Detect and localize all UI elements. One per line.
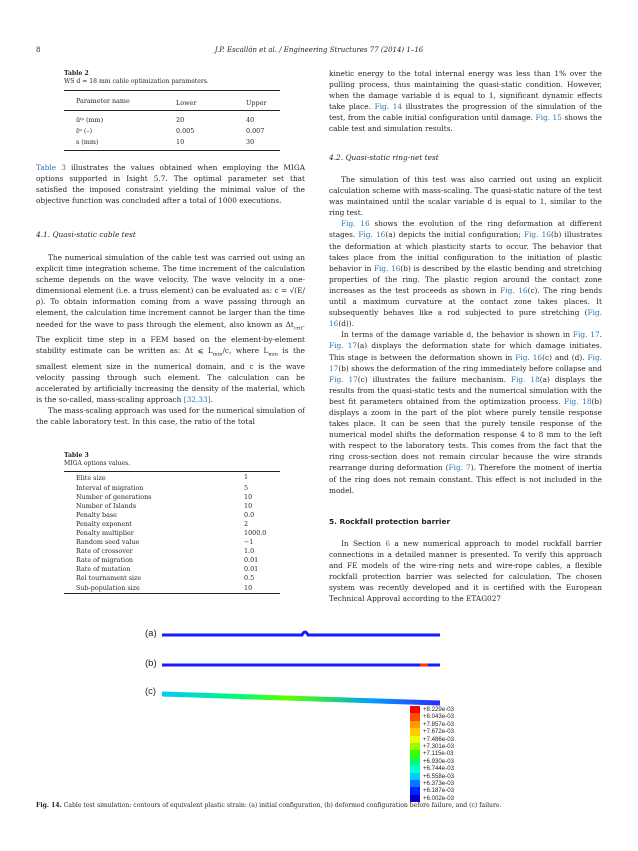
table-title: Table 2 xyxy=(64,70,89,77)
ref-link[interactable]: Table 3 xyxy=(36,163,66,172)
left-column-cont xyxy=(36,252,305,427)
table-row: Penalty base 0.0 xyxy=(76,510,255,519)
legend-swatch xyxy=(410,743,420,750)
cable-contour-plot xyxy=(140,620,610,800)
legend-entry xyxy=(410,706,454,713)
table-title: Table 3 xyxy=(64,452,89,459)
figure-link[interactable]: Fig. 17 xyxy=(329,374,358,384)
legend-value: +7.115e-03 xyxy=(423,750,454,758)
table-2 xyxy=(64,70,280,151)
legend-value: +7.672e-03 xyxy=(423,728,455,736)
table-row: Elite size 1 xyxy=(76,473,249,483)
legend-swatch xyxy=(410,728,420,735)
cable-c xyxy=(162,694,440,703)
table-row: ε̄ᵖ (–) 0.005 0.007 xyxy=(76,127,265,136)
paragraph: Fig. 16 shows the evolution of the ring deformation at different stages. Fig. 16(a) depicts the initial configuration; Fig. 16(b) illustrates the deformation at which plasticity starts to occur. The behavior that takes place from the initial configuration to the initiation of plastic behavior in Fig. 16(b) is described by the elastic bending and stretching properties of the ring. The plastic region around the contact zone increases as the test proceeds as shown in Fig. 16(c). The ring bends until a maximum curvature at the contact zone takes places. It subsequently behaves like a rod subjected to pure stretching (Fig. 16(d)). xyxy=(329,219,602,329)
figure-14 xyxy=(140,620,610,800)
figure-link[interactable]: Fig. 17 xyxy=(572,330,600,340)
column-header: Upper xyxy=(246,99,267,108)
figure-link[interactable]: Fig. 16 xyxy=(523,230,551,240)
figure-link[interactable]: Fig. 16 xyxy=(329,308,602,329)
figure-link[interactable]: Fig. 16 xyxy=(358,230,386,240)
legend-entry xyxy=(410,787,454,794)
table-row: Penalty multiplier 1000.0 xyxy=(76,528,267,537)
table-row: s (mm) 10 30 xyxy=(64,137,280,151)
section-heading: 4.1. Quasi-static cable test xyxy=(36,230,136,239)
paragraph: Table 3 illustrates the values obtained when employing the MIGA options supported in Isight 5.7. The optimal parameter set that satisfied the imposed constraint yielding the minimal value of the objective function was concluded after a total of 1000 executions. xyxy=(36,163,305,206)
table-2-grid xyxy=(64,90,280,151)
table-row: Interval of migration 5 xyxy=(76,483,249,492)
panel-label: (a) xyxy=(145,628,157,639)
legend-entry xyxy=(410,743,454,750)
table-3 xyxy=(64,452,280,594)
figure-link[interactable]: Fig. 15 xyxy=(535,113,562,123)
table-row: ūⁱᵖ (mm) 20 40 xyxy=(76,116,255,125)
legend-entry xyxy=(410,713,454,720)
page-number: 8 xyxy=(36,46,41,54)
section-link[interactable]: 6 xyxy=(385,539,391,548)
figure-link[interactable]: Fig. 16 xyxy=(500,285,528,295)
figure-link[interactable]: Fig. 18 xyxy=(510,374,540,384)
cable-a xyxy=(162,632,440,635)
figure-link[interactable]: Fig. 16 xyxy=(515,352,543,362)
column-header: Parameter name xyxy=(76,97,130,106)
paragraph: The numerical simulation of the cable test was carried out using an explicit time integration scheme. The time increment of the calculation scheme depends on the wave velocity. The wave velocity in a one-dimensional element (i.e. a truss element) can be evaluated as: c = √(E/ρ). To obtain information coming from a wave passing through an element, the calculation time increment cannot be larger than the time needed for the wave to pass through the element, also known as $\Delta t_{crit}$. The explicit time step in a FEM based on the element-by-element stability estimate can be written as: Δt ⩽ $L_{min}/c$, where $L_{min}$ is the smallest element size in the numerical domain, and c is the wave velocity passing through such element. The calculation can be accelerated by artificially increasing the density of the material, which is the so-called, mass-scaling approach [32,33]. xyxy=(36,253,305,405)
table-caption: MIGA options values. xyxy=(64,460,131,468)
right-column xyxy=(329,68,602,135)
legend-swatch xyxy=(410,765,420,772)
right-column-sec5 xyxy=(329,538,602,605)
table-row: Sub-population size 10 xyxy=(76,583,253,592)
legend-value: +6.187e-03 xyxy=(423,787,455,795)
legend-swatch xyxy=(410,736,420,743)
table-row: Penalty exponent 2 xyxy=(76,519,249,528)
paragraph: The mass-scaling approach was used for the numerical simulation of the cable laboratory test. In this case, the ratio of the total xyxy=(36,406,305,427)
column-header: Lower xyxy=(176,99,197,108)
legend-value: +6.002e-03 xyxy=(423,794,455,802)
legend-entry xyxy=(410,758,454,765)
legend-entry xyxy=(410,765,454,772)
legend-value: +6.558e-03 xyxy=(423,772,455,780)
panel-label: (c) xyxy=(145,686,157,697)
legend-entry xyxy=(410,736,454,743)
legend-value: +6.930e-03 xyxy=(423,757,455,765)
color-legend xyxy=(410,706,454,802)
table-row: Rate of crossover 1.0 xyxy=(76,547,255,556)
running-title: J.P. Escallón et al. / Engineering Structures 77 (2014) 1–16 xyxy=(214,46,424,54)
legend-value: +6.744e-03 xyxy=(423,765,455,773)
figure-link[interactable]: Fig. 18 xyxy=(564,396,592,406)
legend-entry xyxy=(410,721,454,728)
table-row: Rate of mutation 0.01 xyxy=(76,565,259,574)
legend-swatch xyxy=(410,787,420,794)
section-heading: 4.2. Quasi-static ring-net test xyxy=(329,153,439,162)
legend-value: +7.857e-03 xyxy=(423,720,455,728)
legend-swatch xyxy=(410,758,420,765)
table-3-grid xyxy=(64,471,280,593)
figure-link[interactable]: Fig. 16 xyxy=(373,263,401,273)
table-row: Random seed value −1 xyxy=(76,538,254,547)
paragraph: The simulation of this test was also carried out using an explicit calculation scheme with mass-scaling. The quasi-static nature of the test was maintained until the scalar variable d is equal to 1, similar to the ring test. xyxy=(329,175,602,218)
legend-swatch xyxy=(410,706,420,713)
panel-label: (b) xyxy=(145,658,157,669)
legend-entry xyxy=(410,780,454,787)
section-heading: 5. Rockfall protection barrier xyxy=(329,517,451,526)
left-column xyxy=(36,162,305,206)
paragraph: kinetic energy to the total internal energy was less than 1% over the pulling process, thus maintaining the quasi-static condition. However, when the damage variable d is equal to 1, significant dynamic effects take place. Fig. 14 illustrates the progression of the simulation of the test, from the cable initial configuration until damage. Fig. 15 shows the cable test and simulation results. xyxy=(329,69,603,134)
figure-link[interactable]: Fig. 7 xyxy=(448,463,471,473)
legend-value: +8.229e-03 xyxy=(423,706,455,713)
legend-swatch xyxy=(410,780,420,787)
legend-value: +7.486e-03 xyxy=(423,735,455,743)
legend-swatch xyxy=(410,750,420,757)
figure-link[interactable]: Fig. 17 xyxy=(329,352,602,373)
figure-link[interactable]: Fig. 14 xyxy=(374,102,403,112)
figure-link[interactable]: Fig. 17 xyxy=(329,341,358,351)
citation-link[interactable]: [32,33] xyxy=(183,395,211,405)
table-caption: WS d = 18 mm cable optimization parameters. xyxy=(64,78,209,86)
paragraph: In terms of the damage variable d, the behavior is shown in Fig. 17. Fig. 17(a) displays the deformation state for which damage initiates. This stage is between the deformation shown in Fig. 16(c) and (d). Fig. 17(b) shows the deformation of the ring immediately before collapse and Fig. 17(c) illustrates the failure mechanism. Fig. 18(a) displays the results from the quasi-static tests and the numerical simulation with the best fit parameters obtained from the optimization process. Fig. 18(b) displays a zoom in the part of the plot where purely tensile response takes place. It can be seen that the purely tensile response of the numerical model shifts the deformation response 4 to 8 mm to the left with respect to the laboratory tests. This comes from the fact that the ring cross-section does not remain circular because the wire strands rearrange during deformation (Fig. 7). Therefore the moment of inertia of the ring does not remain constant. This effect is not included in the model. xyxy=(329,330,602,495)
legend-swatch xyxy=(410,773,420,780)
right-column-cont xyxy=(329,174,602,496)
table-row: Rel tournament size 0.5 xyxy=(76,574,255,583)
legend-entry xyxy=(410,728,454,735)
legend-value: +8.043e-03 xyxy=(423,713,455,721)
table-row: Rate of migration 0.01 xyxy=(76,556,259,565)
figure-link[interactable]: Fig. 16 xyxy=(341,219,370,229)
legend-swatch xyxy=(410,721,420,728)
legend-value: +6.373e-03 xyxy=(423,780,455,788)
paragraph: In Section 6 a new numerical approach to model rockfall barrier connections in a detailed manner is presented. To verify this approach and FE models of the wire-ring nets and wire-rope cables, a flexible rockfall protection barrier was selected for calculation. The chosen system was recently developed and it is certified with the European Technical Approval according to the ETAG027 xyxy=(329,539,602,604)
cable-b-hotspot xyxy=(420,664,428,667)
table-row: Number of generations 10 xyxy=(76,492,253,501)
legend-value: +7.301e-03 xyxy=(423,743,455,751)
table-row: Number of Islands 10 xyxy=(76,501,253,510)
legend-entry xyxy=(410,773,454,780)
legend-entry xyxy=(410,750,454,757)
legend-swatch xyxy=(410,713,420,720)
figure-caption: Fig. 14. Cable test simulation: contours of equivalent plastic strain: (a) initial configuration, (b) deformed configuration before failure, and (c) failure. xyxy=(36,802,502,809)
